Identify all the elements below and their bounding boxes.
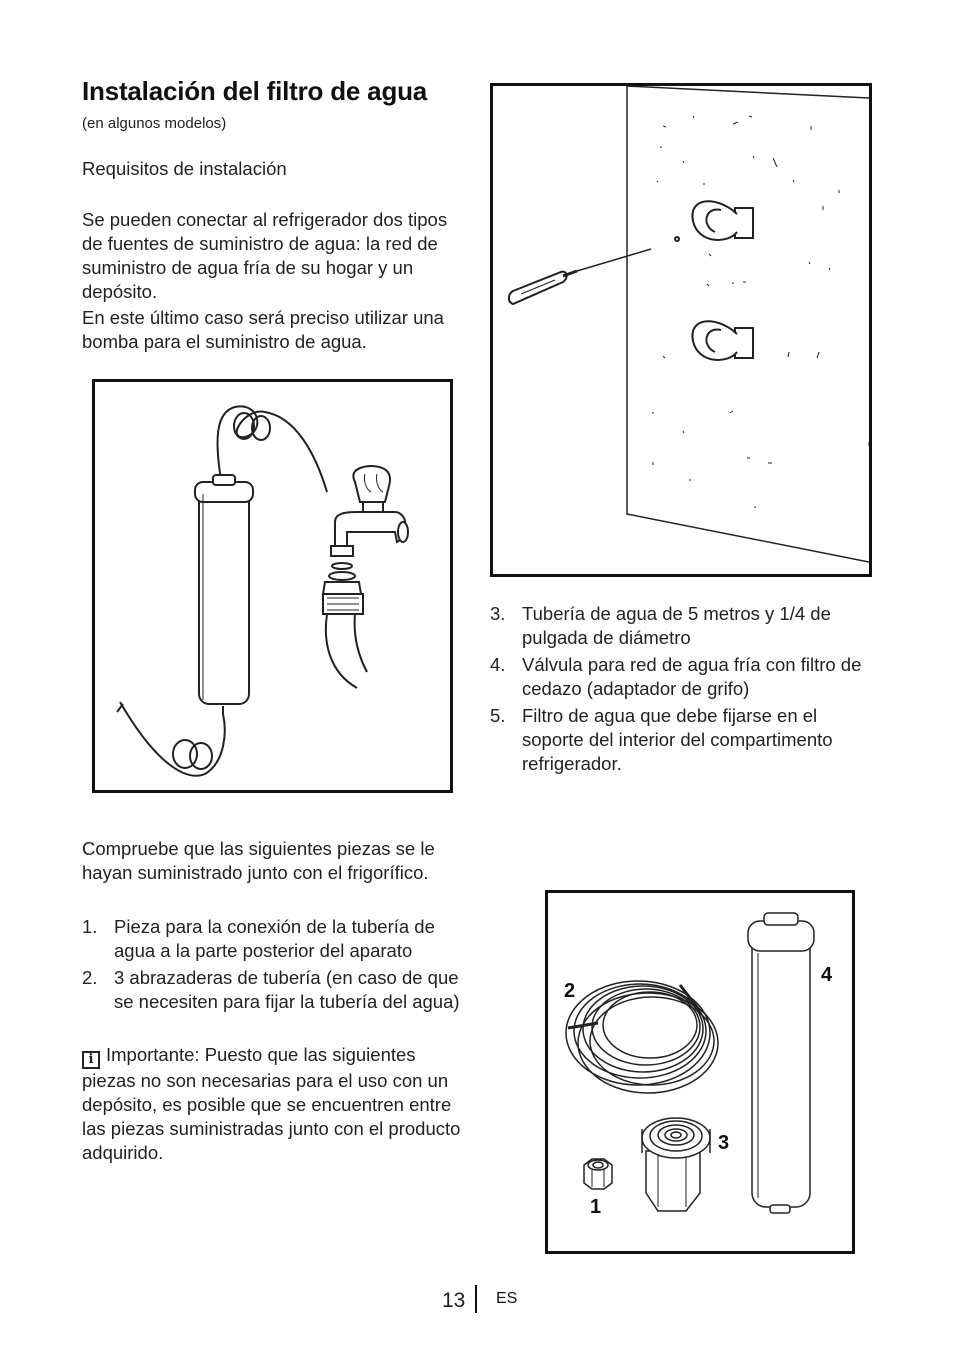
wall-clamp-illustration [490, 83, 872, 577]
list-item-number: 1. [82, 916, 98, 937]
requirements-heading: Requisitos de instalación [82, 158, 287, 179]
list-item [82, 966, 472, 1014]
page-subtitle: (en algunos modelos) [82, 115, 227, 132]
important-note [82, 1043, 472, 1165]
page-number: 13 [442, 1289, 466, 1312]
tank-paragraph: En este último caso será preciso utilizar una bomba para el suministro de agua. [82, 307, 444, 352]
part-label-1: 1 [590, 1196, 602, 1218]
list-item-text: Filtro de agua que debe fijarse en el soporte del interior del compartimento refrigerador. [522, 705, 833, 774]
list-item-text: Válvula para red de agua fría con filtro de cedazo (adaptador de grifo) [522, 654, 862, 699]
info-icon: i [82, 1051, 100, 1069]
language-code: ES [496, 1290, 518, 1307]
filter-tap-illustration [92, 379, 453, 793]
list-item-number: 2. [82, 967, 98, 988]
part-label-2: 2 [564, 980, 576, 1002]
supplied-parts-illustration [545, 890, 855, 1254]
part-label-4: 4 [821, 964, 833, 986]
important-note-text: Importante: Puesto que las siguientes piezas no son necesarias para el uso con un depósito, es posible que se encuentren entre las piezas suministradas junto con el producto adquirido. [82, 1044, 461, 1163]
list-item-number: 5. [490, 705, 506, 726]
part-label-3: 3 [718, 1132, 730, 1154]
list-item [82, 915, 472, 963]
footer-divider [475, 1285, 477, 1313]
list-item-number: 4. [490, 654, 506, 675]
list-item-text: Tubería de agua de 5 metros y 1/4 de pulgada de diámetro [522, 603, 831, 648]
parts-list-left [82, 915, 472, 1017]
list-item-text: Pieza para la conexión de la tubería de agua a la parte posterior del aparato [114, 916, 435, 961]
list-item-number: 3. [490, 603, 506, 624]
list-item [490, 653, 870, 701]
page-title: Instalación del filtro de agua [82, 76, 428, 106]
check-paragraph: Compruebe que las siguientes piezas se le hayan suministrado junto con el frigorífico. [82, 838, 435, 883]
list-item [490, 704, 870, 776]
parts-list-right [490, 602, 870, 779]
list-item [490, 602, 870, 650]
intro-paragraph: Se pueden conectar al refrigerador dos tipos de fuentes de suministro de agua: la red de suministro de agua fría de su hogar y un depósito. [82, 209, 448, 302]
list-item-text: 3 abrazaderas de tubería (en caso de que se necesiten para fijar la tubería del agua) [114, 967, 460, 1012]
